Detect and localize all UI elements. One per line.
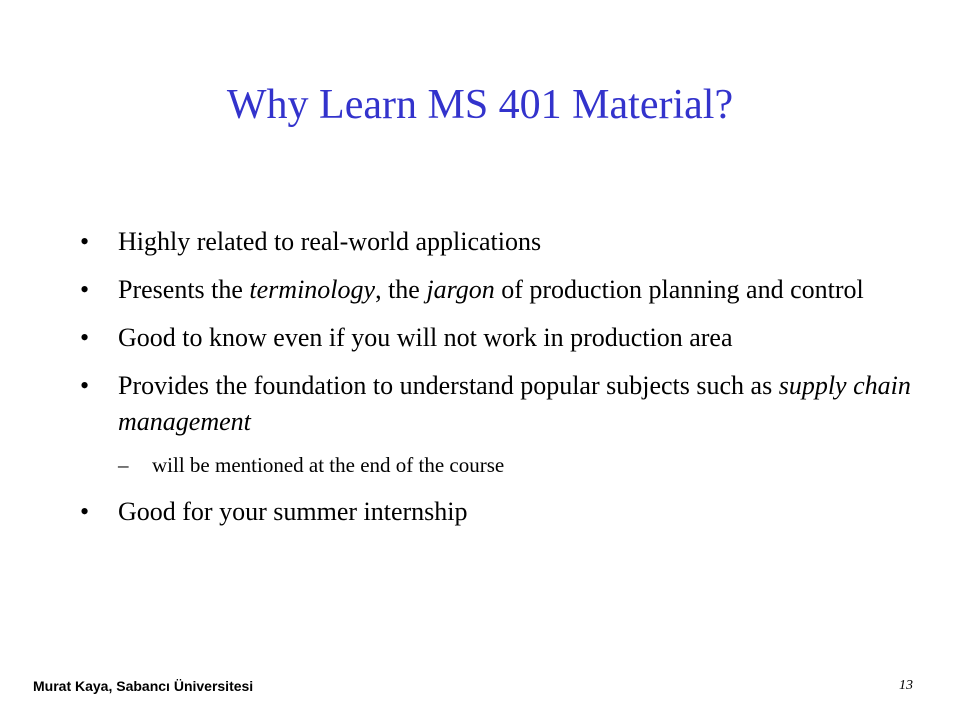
slide-title: Why Learn MS 401 Material? [226,82,734,128]
bullet-text-segment: Highly related to real-world applications [118,227,542,256]
page-number: 13 [899,678,913,693]
bullet-text-emphasis: supply chain management [118,371,911,436]
bullet-text-segment: Good to know even if you will not work in production area [118,323,733,352]
bullet-item [80,494,920,530]
bullet-text-segment: Provides the foundation to understand popular subjects such as [118,371,779,400]
bullet-marker: • [80,371,90,400]
bullet-item [80,368,920,440]
bullet-list [80,224,920,542]
bullet-text [118,227,541,256]
bullet-text-segment: of production planning and control [494,275,864,304]
bullet-item [80,224,920,260]
bullet-marker: • [80,275,90,304]
bullet-text-emphasis: jargon [426,275,495,304]
sub-bullet-item [80,450,920,480]
bullet-text-segment: , the [375,275,427,304]
bullet-marker: • [80,497,90,526]
bullet-text-segment: Good for your summer internship [118,497,468,526]
bullet-text-emphasis: terminology [249,275,376,304]
bullet-item [80,272,920,308]
sub-bullet-marker: – [118,453,129,477]
bullet-text [118,497,468,526]
sub-bullet-text: will be mentioned at the end of the course [152,453,505,477]
bullet-text [118,275,864,304]
bullet-item [80,320,920,356]
bullet-text [118,323,733,352]
bullet-text [118,371,911,436]
footer-author: Murat Kaya, Sabancı Üniversitesi [33,678,254,694]
bullet-marker: • [80,227,90,256]
bullet-marker: • [80,323,90,352]
bullet-text-segment: Presents the [118,275,250,304]
